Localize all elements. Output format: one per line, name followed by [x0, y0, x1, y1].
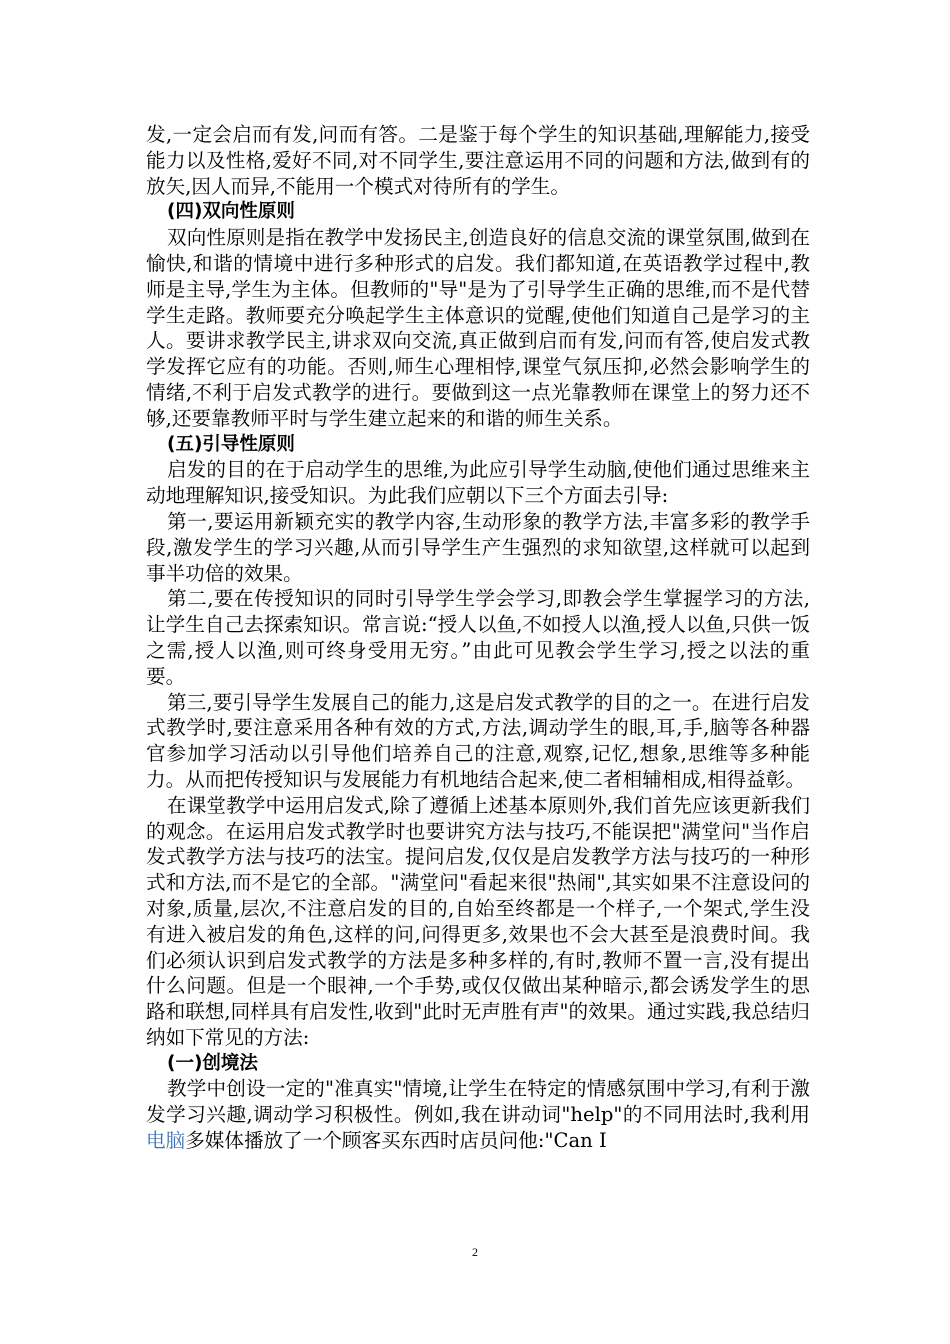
document-body — [146, 122, 810, 1154]
section-heading: (一)创境法 — [167, 1052, 258, 1074]
computer-link[interactable]: 电脑 — [146, 1129, 186, 1153]
paragraph — [146, 1076, 810, 1153]
section-heading: (五)引导性原则 — [167, 433, 295, 455]
page-number: 2 — [472, 1245, 478, 1259]
paragraph-text: 教学中创设一定的"准真实"情境,让学生在特定的情感氛围中学习,有利于激发学习兴趣,调动学习积极性。例如,我在讲动词"help"的不同用法时,我利用 — [146, 1077, 810, 1127]
paragraph: 发,一定会启而有发,问而有答。二是鉴于每个学生的知识基础,理解能力,接受能力以及性格,爱好不同,对不同学生,要注意运用不同的问题和方法,做到有的放矢,因人而异,不能用一个模式对待所有的学生。 — [146, 123, 810, 198]
paragraph: 双向性原则是指在教学中发扬民主,创造良好的信息交流的课堂氛围,做到在愉快,和谐的情境中进行多种形式的启发。我们都知道,在英语教学过程中,教师是主导,学生为主体。但教师的"导"是为了引导学生正确的思维,而不是代替学生走路。教师要充分唤起学生主体意识的觉醒,使他们知道自己是学习的主人。要讲求教学民主,讲求双向交流,真正做到启而有发,问而有答,使启发式教学发挥它应有的功能。否则,师生心理相悖,课堂气氛压抑,必然会影响学生的情绪,不利于启发式教学的进行。要做到这一点光靠教师在课堂上的努力还不够,还要靠教师平时与学生建立起来的和谐的师生关系。 — [146, 226, 810, 430]
paragraph: 在课堂教学中运用启发式,除了遵循上述基本原则外,我们首先应该更新我们的观念。在运用启发式教学时也要讲究方法与技巧,不能误把"满堂问"当作启发式教学方法与技巧的法宝。提问启发,仅仅是启发教学方法与技巧的一种形式和方法,而不是它的全部。"满堂问"看起来很"热闹",其实如果不注意设问的对象,质量,层次,不注意启发的目的,自始至终都是一个样子,一个架式,学生没有进入被启发的角色,这样的问,问得更多,效果也不会大甚至是浪费时间。我们必须认识到启发式教学的方法是多种多样的,有时,教师不置一言,没有提出什么问题。但是一个眼神,一个手势,或仅仅做出某种暗示,都会诱发学生的思路和联想,同样具有启发性,收到"此时无声胜有声"的效果。通过实践,我总结归纳如下常见的方法: — [146, 793, 810, 1049]
paragraph-text-continued: 多媒体播放了一个顾客买东西时店员问他:"Can I — [185, 1129, 607, 1153]
section-heading: (四)双向性原则 — [167, 201, 295, 223]
paragraph: 第二,要在传授知识的同时引导学生学会学习,即教会学生掌握学习的方法,让学生自己去探索知识。常言说:“授人以鱼,不如授人以渔,授人以鱼,只供一饭之需,授人以渔,则可终身受用无穷。”由此可见教会学生学习,授之以法的重要。 — [146, 587, 810, 688]
paragraph: 第三,要引导学生发展自己的能力,这是启发式教学的目的之一。在进行启发式教学时,要注意采用各种有效的方式,方法,调动学生的眼,耳,手,脑等各种器官参加学习活动以引导他们培养自己的注意,观察,记忆,想象,思维等多种能力。从而把传授知识与发展能力有机地结合起来,使二者相辅相成,相得益彰。 — [146, 690, 810, 791]
paragraph: 第一,要运用新颖充实的教学内容,生动形象的教学方法,丰富多彩的教学手段,激发学生的学习兴趣,从而引导学生产生强烈的求知欲望,这样就可以起到事半功倍的效果。 — [146, 509, 810, 585]
paragraph: 启发的目的在于启动学生的思维,为此应引导学生动脑,使他们通过思维来主动地理解知识,接受知识。为此我们应朝以下三个方面去引导: — [146, 458, 810, 508]
